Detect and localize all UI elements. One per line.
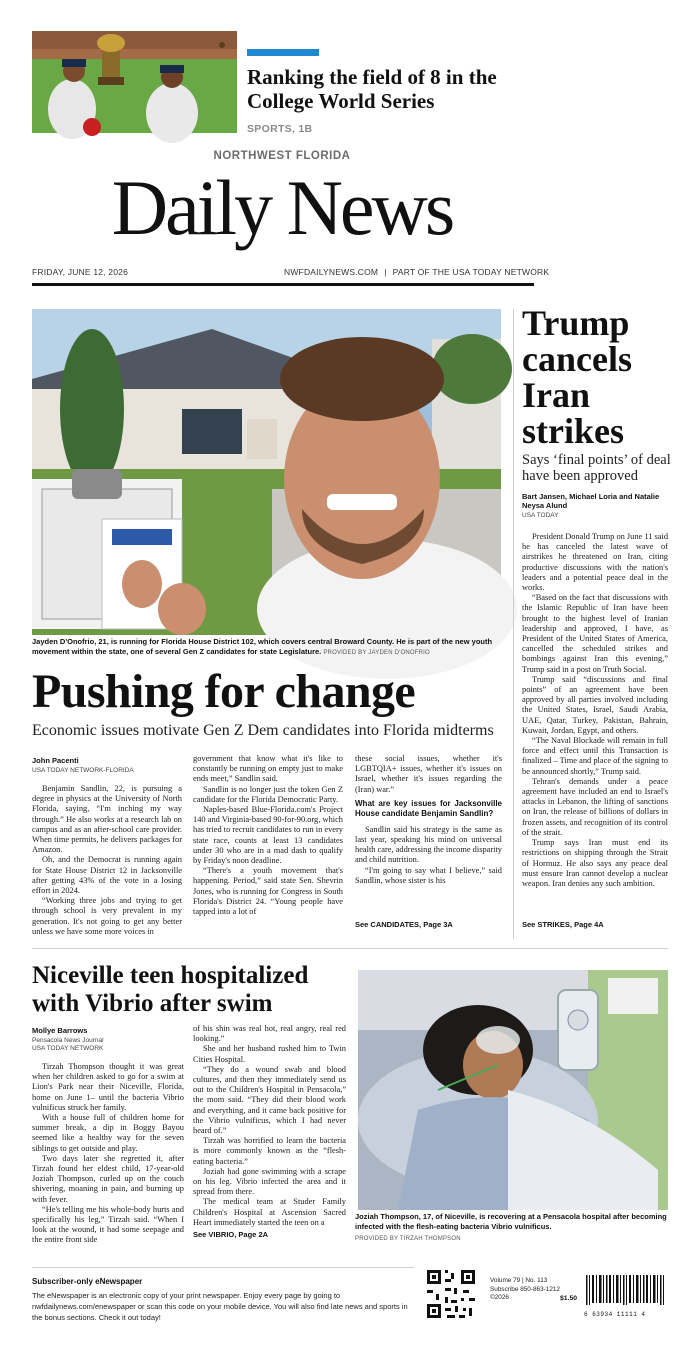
paragraph: “He's telling me his whole-body hurts and specifically his leg,” Tirzah said. “When I look at the wound, it had some seepage and the entire front side [32,1204,184,1245]
paragraph: Tehran's demands under a peace agreement have included an end to Israel's attacks in Lebanon, the lifting of sanctions on Iran, the release of billions of dollars in frozen assets, and recognition of its control of the strait. [522,776,668,837]
main-story-subhead: What are key issues for Jacksonville House candidate Benjamin Sandlin? [355,798,502,818]
vibrio-photo-caption-text: Joziah Thompson, 17, of Niceville, is recovering at a Pensacola hospital after becoming infected with the flesh-eating bacteria Vibrio vulnificus. [355,1212,667,1231]
vibrio-byline: Mollye Barrows [32,1026,88,1035]
paragraph: With a house full of children home for summer break, a dip in Boggy Bayou seemed like a healthy way for the seven siblings to get outside and play. [32,1113,184,1153]
issue-volume: Volume 79 | No. 113 [490,1277,548,1284]
issue-price: $1.50 [560,1295,578,1302]
teaser-section-label[interactable]: SPORTS, 1B [247,123,313,135]
vibrio-jump-link[interactable]: See VIBRIO, Page 2A [193,1230,269,1239]
paragraph: Sandlin said his strategy is the same as last year, speaking his mind on universal health care, addressing the income disparity and child nutrition. [355,824,502,865]
paragraph: “They do a wound swab and blood cultures, and then they immediately send us out to the Children's Hospital in Pensacola,” the mom said. “They did their blood work and everything, and it came back positive for the Vibrio vulnificus, which I had never heard of.” [193,1064,346,1136]
paragraph: these social issues, whether it's LGBTQIA+ issues, whether it's issues on Israel, whether it's issues regarding the (Iran) war.” [355,754,502,794]
vibrio-photo[interactable] [358,970,668,1210]
vibrio-photo-credit: PROVIDED BY TIRZAH THOMPSON [355,1236,461,1242]
paragraph: of his shin was real hot, real angry, real red looking.” [193,1024,346,1044]
teaser-accent-bar [247,49,319,56]
vibrio-story-column-2 [193,1024,346,1227]
main-byline-org: USA TODAY NETWORK-FLORIDA [32,767,134,774]
paragraph: Oh, and the Democrat is running again for State House District 12 in Jacksonville after getting 43% of the vote in a losing effort in 2024. [32,855,182,896]
paragraph: President Donald Trump on June 11 said he has canceled the latest wave of airstrikes he threatened on Iran, citing productive discussions with the nation's leaders and a potential peace deal in the works. [522,532,669,593]
trump-byline: Bart Jansen, Michael Loria and Natalie Neysa Alund [522,492,660,510]
masthead-network: PART OF THE USA TODAY NETWORK [392,267,550,277]
paragraph: “Based on the fact that discussions with the Islamic Republic of Iran have been brought to the highest level of Iranian leadership and approved, I have, as President of the United States of America, cancelled the scheduled strikes and bombings against Iran this evening,” Trump said in a post on Truth Social. [522,593,668,674]
masthead-rule [32,283,534,286]
main-story-column-2 [193,754,343,934]
candidate-selfie-image [32,309,501,635]
paragraph: government that know what it's like to constantly be running on empty just to make ends meet,” Sandlin said. [193,754,343,784]
main-byline: John Pacenti [32,756,79,765]
masthead-separator: | [384,267,387,277]
vibrio-headline[interactable]: Niceville teen hospitalized with Vibrio after swim [32,962,309,1017]
teaser-photo[interactable] [32,31,237,133]
paragraph: Naples-based Blue-Florida.com's Project 140 and Virginia-based 90-for-90.org, which has tried to recruit candidates to run in every state race, counts at least 13 candidates under 30 who are in a mad dash to qualify by Friday's noon deadline. [193,805,343,866]
paragraph: Benjamin Sandlin, 22, is pursuing a degree in physics at the University of North Florida, saying, “I'm inching my way through.” He also works at a research lab on campus and as an after-school care provider. When time permits, he delivers packages for Amazon. [32,784,182,855]
masthead-region: NORTHWEST FLORIDA [213,150,351,162]
paragraph: Trump says Iran must end its restrictions on shipping through the Strait of Hormuz. He also says any peace deal must ensure Iran cannot develop a nuclear weapon. Iran denies any such ambition. [522,838,668,888]
vibrio-byline-org-2: USA TODAY NETWORK [32,1045,104,1052]
paragraph: Tirzah Thompson thought it was great when her children asked to go for a swim at Lion's Park near their Niceville, Florida, home on June 1– until the bacteria Vibrio vulnificus struck her family. [32,1062,184,1112]
paragraph: “There's a youth movement that's happening. Period,” said state Sen. Shevrin Jones, who is running for Congress in South Florida's District 24. “Young people have tapped into a lot of [193,866,343,917]
hospital-patient-image [358,970,668,1210]
qr-code-icon[interactable] [425,1268,477,1320]
paragraph: She and her husband rushed him to Twin Cities Hospital. [193,1044,346,1064]
paragraph: Trump said “discussions and final points” of an agreement have been approved by all parties involved including the United States, Israel, Saudi Arabia, UAE, Qatar, Turkey, Pakistan, Bahrain, Kuwait, Jordan, Egypt, and others. [522,674,668,735]
paragraph: “Working three jobs and trying to get through school is very prevalent in my generation. It's not going to get any better unless we have some more voices in [32,896,182,936]
paragraph: Tirzah was horrified to learn the bacteria is more commonly known as the “flesh-eating bacteria.” [193,1136,346,1166]
main-headline[interactable]: Pushing for change [32,665,416,718]
barcode-digits: 6 63934 11111 4 [584,1311,646,1318]
footer-title: Subscriber-only eNewspaper [32,1277,143,1286]
main-story-column-1 [32,756,182,934]
paragraph: Joziah had gone swimming with a scrape on his leg. Vibrio infected the area and it spread from there. [193,1166,346,1197]
column-divider [513,309,514,939]
main-photo-caption [32,637,501,658]
paragraph: Sandlin is no longer just the token Gen Z candidate for the Florida Democratic Party. [193,784,343,804]
main-deck: Economic issues motivate Gen Z Dem candidates into Florida midterms [32,722,494,739]
vibrio-byline-org: Pensacola News Journal [32,1037,104,1044]
masthead-site-link[interactable]: NWFDAILYNEWS.COM [284,267,379,277]
baseball-trophy-celebration-image [32,31,237,133]
paragraph: “The Naval Blockade will remain in full force and effect until this Transaction is finalized – Time and place of the signing to be announced shortly,” Trump said. [522,736,668,776]
footer-text: The eNewspaper is an electronic copy of your print newspaper. Enjoy every page by going to nwfdailynews.com/enewspaper or scan this code on your mobile device. You will also find late news and sports in the bonus sections. Check it out today! [32,1291,408,1322]
trump-deck: Says ‘final points’ of deal have been approved [522,452,671,484]
main-photo-caption-text: Jayden D'Onofrio, 21, is running for Florida House District 102, which covers central Broward County. He is part of the new youth movement within the state, one of several Gen Z candidates for state Legislature. [32,637,493,656]
issue-copyright: ©2026 [490,1294,509,1301]
trump-story-body [522,532,668,914]
main-photo[interactable] [32,309,501,635]
paragraph: The medical team at Studer Family Children's Hospital at Ascension Sacred Heart immediately started the teen on a [193,1197,346,1227]
paragraph: Two days later she regretted it, after Tirzah found her eldest child, 17-year-old Joziah Thompson, curled up on the couch shivering, moaning in pain, and burning up with fever. [32,1153,184,1204]
main-story-column-3 [355,754,502,934]
main-photo-credit: PROVIDED BY JAYDEN D'ONOFRIO [323,650,430,656]
issue-info [490,1277,560,1303]
footer-rule [32,1267,414,1268]
masthead-title: Daily News [111,164,453,251]
trump-jump-link[interactable]: See STRIKES, Page 4A [522,920,604,929]
teaser-headline[interactable]: Ranking the field of 8 in the College World Series [247,65,497,113]
issue-subscribe-phone[interactable]: Subscribe 850-863-1212 [490,1285,560,1293]
trump-byline-block [522,492,672,519]
vibrio-story-column-1 [32,1026,184,1245]
section-divider [32,948,668,949]
masthead-siteline [284,267,549,277]
main-jump-link[interactable]: See CANDIDATES, Page 3A [355,920,453,929]
vibrio-photo-caption [355,1212,670,1244]
barcode-icon [584,1275,668,1318]
trump-byline-org: USA TODAY [522,512,559,519]
masthead-date: FRIDAY, JUNE 12, 2026 [32,267,129,277]
trump-headline[interactable]: Trump cancels Iran strikes [522,303,632,451]
paragraph: “I'm going to say what I believe,” said Sandlin, whose sister is his [355,865,502,885]
